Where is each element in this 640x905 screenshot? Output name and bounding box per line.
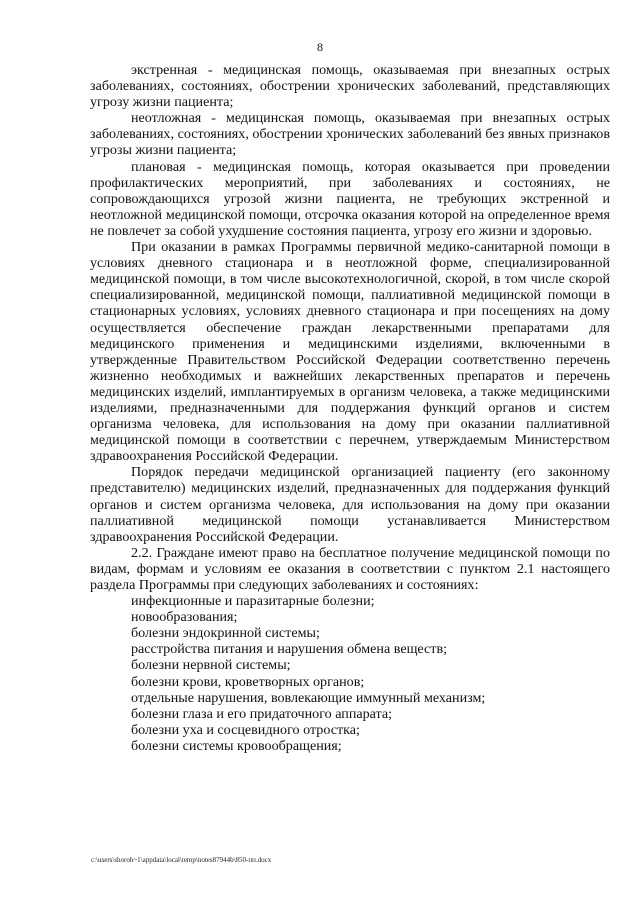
- list-item: болезни системы кровообращения;: [131, 737, 342, 754]
- page-number: 8: [317, 40, 323, 54]
- list-item: инфекционные и паразитарные болезни;: [131, 593, 375, 610]
- paragraph-planned-care: плановая - медицинская помощь, которая оказывается при проведении профилактических мероприятий, при заболеваниях и состояниях, не сопровождающихся угрозой жизни пациента, не требующих экстренной и неотложной медицинской помощи, отсрочка оказания которой на определенное время не повлечет за собой ухудшение состояния пациента, угрозу его жизни и здоровью.: [90, 158, 610, 239]
- list-item: болезни крови, кроветворных органов;: [131, 673, 365, 690]
- paragraph-device-transfer: Порядок передачи медицинской организацией пациенту (его законному представителю) медицинских изделий, предназначенных для поддержания функций органов и систем организма человека, для использования на дому при оказании паллиативной медицинской помощи устанавливается Министерством здравоохранения Российской Федерации.: [90, 464, 610, 545]
- document-body: [90, 62, 610, 754]
- paragraph-emergency-care: экстренная - медицинская помощь, оказываемая при внезапных острых заболеваниях, состояниях, обострении хронических заболеваний, представляющих угрозу жизни пациента;: [90, 62, 610, 111]
- paragraph-medication-provision: При оказании в рамках Программы первичной медико-санитарной помощи в условиях дневного стационара и в неотложной форме, специализированной медицинской помощи, в том числе высокотехнологичной, скорой, в том числе скорой специализированной, медицинской помощи, паллиативной медицинской помощи в стационарных условиях, условиях дневного стационара и при посещениях на дому осуществляется обеспечение граждан лекарственными препаратами для медицинского применения и медицинскими изделиями, включенными в утвержденные Правительством Российской Федерации соответственно перечень жизненно необходимых и важнейших лекарственных препаратов и перечень медицинских изделий, имплантируемых в организм человека, а также медицинскими изделиями, предназначенными для поддержания функций органов и систем организма человека, для использования на дому при оказании паллиативной медицинской помощи в соответствии с перечнем, утверждаемым Министерством здравоохранения Российской Федерации.: [90, 239, 610, 465]
- footer-file-path: c:\users\shoroh~1\appdata\local\temp\notes87944b\850-пп.docx: [91, 856, 272, 864]
- list-item: болезни эндокринной системы;: [131, 625, 320, 642]
- list-item: болезни нервной системы;: [131, 657, 291, 674]
- list-item: болезни уха и сосцевидного отростка;: [131, 721, 360, 738]
- list-item: новообразования;: [131, 609, 238, 626]
- disease-list: [90, 593, 610, 754]
- paragraph-urgent-care: неотложная - медицинская помощь, оказываемая при внезапных острых заболеваниях, состояниях, обострении хронических заболеваний без явных признаков угрозы жизни пациента;: [90, 110, 610, 159]
- list-item: болезни глаза и его придаточного аппарата;: [131, 705, 393, 722]
- list-item: отдельные нарушения, вовлекающие иммунный механизм;: [131, 689, 486, 706]
- list-item: расстройства питания и нарушения обмена веществ;: [131, 641, 448, 658]
- paragraph-section-2-2: 2.2. Граждане имеют право на бесплатное получение медицинской помощи по видам, формам и условиям ее оказания в соответствии с пунктом 2.1 настоящего раздела Программы при следующих заболеваниях и состояниях:: [90, 544, 610, 593]
